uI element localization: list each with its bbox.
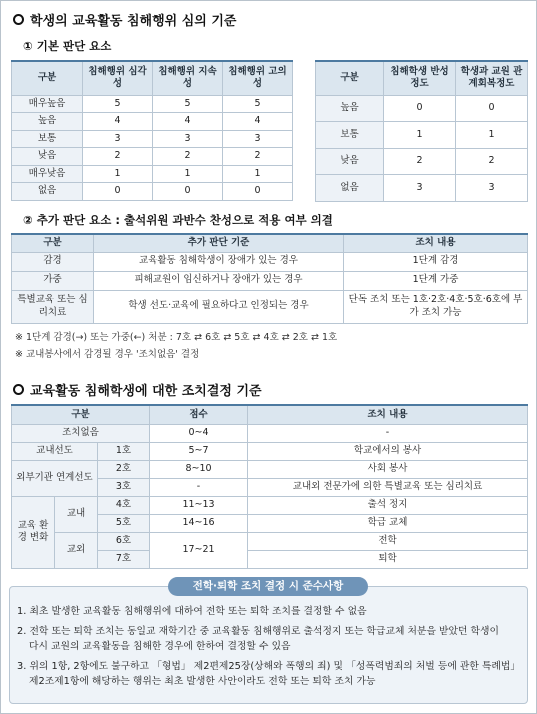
col-header: 추가 판단 기준 — [94, 234, 344, 252]
row-label: 감경 — [12, 252, 94, 271]
table-row — [316, 122, 528, 149]
table-row — [316, 95, 528, 122]
table-row — [12, 442, 528, 460]
cell: 피해교원이 임신하거나 장애가 있는 경우 — [94, 271, 344, 290]
cell: 0 — [83, 183, 153, 201]
cell: 1단계 가중 — [344, 271, 528, 290]
level-cell: 3호 — [98, 478, 150, 496]
table-row — [316, 175, 528, 202]
table-row — [12, 290, 528, 323]
action-cell: 퇴학 — [248, 550, 528, 568]
cell: 5 — [83, 95, 153, 113]
col-header: 조치 내용 — [344, 234, 528, 252]
cell: 2 — [83, 148, 153, 166]
cell: 4 — [153, 113, 223, 131]
cell: 0 — [153, 183, 223, 201]
col-header: 점수 — [150, 405, 248, 424]
row-label: 높음 — [12, 113, 83, 131]
cell: 1단계 감경 — [344, 252, 528, 271]
cell: 4 — [223, 113, 293, 131]
col-header: 조치 내용 — [248, 405, 528, 424]
action-cell: 출석 정지 — [248, 496, 528, 514]
row-label: 없음 — [316, 175, 384, 202]
level-cell: 4호 — [98, 496, 150, 514]
table-row — [316, 148, 528, 175]
row-label: 보통 — [12, 130, 83, 148]
col-header: 침해학생 반성 정도 — [384, 61, 456, 95]
requirement-item: 2. 전학 또는 퇴학 조치는 동일교 재학기간 중 교육활동 침해행위로 출석정지 또는 학급교체 처분을 받았던 학생이 — [17, 626, 499, 637]
score-cell: 0~4 — [150, 424, 248, 442]
row-label: 교육 환경 변화 — [12, 496, 55, 568]
score-cell: 17~21 — [150, 532, 248, 568]
score-cell: 5~7 — [150, 442, 248, 460]
col-header: 구분 — [12, 234, 94, 252]
row-label: 매우낮음 — [12, 165, 83, 183]
cell: 3 — [223, 130, 293, 148]
score-cell: 8~10 — [150, 460, 248, 478]
requirement-item-cont: 제2조제1항에 해당하는 행위는 최초 발생한 사안이라도 전학 또는 퇴학 조치 가능 — [29, 676, 376, 687]
cell: 5 — [223, 95, 293, 113]
table-row — [12, 424, 528, 442]
cell: 단독 조치 또는 1호·2호·4호·5호·6호에 부가 조치 가능 — [344, 290, 528, 323]
score-cell: 11~13 — [150, 496, 248, 514]
table-row — [12, 271, 528, 290]
row-label: 특별교육 또는 심리치료 — [12, 290, 94, 323]
level-cell: 2호 — [98, 460, 150, 478]
basic-factors-table — [11, 60, 293, 201]
col-header: 침해행위 심각성 — [83, 61, 153, 95]
additional-factors-subtitle: ② 추가 판단 요소 : 출석위원 과반수 찬성으로 적용 여부 의결 — [23, 213, 333, 227]
col-header: 침해행위 고의성 — [223, 61, 293, 95]
col-header: 구분 — [316, 61, 384, 95]
row-label: 보통 — [316, 122, 384, 149]
level-cell: 7호 — [98, 550, 150, 568]
row-label: 없음 — [12, 183, 83, 201]
cell: 2 — [456, 148, 528, 175]
score-cell: - — [150, 478, 248, 496]
row-label: 낮음 — [316, 148, 384, 175]
cell: 1 — [456, 122, 528, 149]
action-cell: 전학 — [248, 532, 528, 550]
cell: 1 — [223, 165, 293, 183]
requirements-title: 전학·퇴학 조치 결정 시 준수사항 — [168, 577, 368, 596]
action-cell: 학교에서의 봉사 — [248, 442, 528, 460]
table-row — [12, 130, 293, 148]
col-header: 학생과 교원 관계회복정도 — [456, 61, 528, 95]
cell: 3 — [153, 130, 223, 148]
requirement-item-cont: 다시 교원의 교육활동을 침해한 경우에 한하여 결정할 수 있음 — [29, 641, 291, 652]
level-cell: 5호 — [98, 514, 150, 532]
table-row — [12, 95, 293, 113]
cell: 1 — [83, 165, 153, 183]
cell: 2 — [384, 148, 456, 175]
cell: 3 — [456, 175, 528, 202]
action-cell: 교내외 전문가에 의한 특별교육 또는 심리치료 — [248, 478, 528, 496]
cell: 1 — [153, 165, 223, 183]
section2-title: 교육활동 침해학생에 대한 조치결정 기준 — [13, 380, 262, 399]
row-label: 교내선도 — [12, 442, 98, 460]
section1-title: 학생의 교육활동 침해행위 심의 기준 — [13, 10, 236, 29]
col-header: 침해행위 지속성 — [153, 61, 223, 95]
circle-bullet-icon — [13, 14, 24, 25]
table-row — [12, 460, 528, 478]
score-cell: 14~16 — [150, 514, 248, 532]
row-label: 높음 — [316, 95, 384, 122]
note-line: ※ 교내봉사에서 감경될 경우 '조치없음' 결정 — [15, 349, 200, 360]
row-label: 가중 — [12, 271, 94, 290]
table-row — [12, 113, 293, 131]
cell: 5 — [153, 95, 223, 113]
table-row — [12, 532, 528, 550]
cell: 1 — [384, 122, 456, 149]
cell: 3 — [384, 175, 456, 202]
row-label: 낮음 — [12, 148, 83, 166]
action-cell: 학급 교체 — [248, 514, 528, 532]
cell: 교육활동 침해학생이 장애가 있는 경우 — [94, 252, 344, 271]
cell: 0 — [456, 95, 528, 122]
cell: 학생 선도·교육에 필요하다고 인정되는 경우 — [94, 290, 344, 323]
recovery-factors-table — [315, 60, 528, 202]
table-row — [12, 148, 293, 166]
cell: 2 — [153, 148, 223, 166]
table-row — [12, 183, 293, 201]
requirement-item: 3. 위의 1항, 2항에도 불구하고 「형법」 제2편제25장(상해와 폭행의 죄) 및 「성폭력범죄의 처벌 등에 관한 특례법」 — [17, 661, 521, 672]
level-cell: 6호 — [98, 532, 150, 550]
level-cell: 1호 — [98, 442, 150, 460]
col-header: 구분 — [12, 405, 150, 424]
col-header: 구분 — [12, 61, 83, 95]
cell: 2 — [223, 148, 293, 166]
table-row — [12, 165, 293, 183]
circle-bullet-icon — [13, 384, 24, 395]
action-cell: - — [248, 424, 528, 442]
measures-table — [11, 404, 528, 569]
cell: 0 — [384, 95, 456, 122]
table-row — [12, 252, 528, 271]
cell: 0 — [223, 183, 293, 201]
row-label: 매우높음 — [12, 95, 83, 113]
additional-factors-table — [11, 233, 528, 324]
cell: 4 — [83, 113, 153, 131]
row-label: 조치없음 — [12, 424, 150, 442]
requirement-item: 1. 최초 발생한 교육활동 침해행위에 대하여 전학 또는 퇴학 조치를 결정할 수 없음 — [17, 606, 367, 617]
row-label: 교내 — [55, 496, 98, 532]
basic-factors-subtitle: ① 기본 판단 요소 — [23, 39, 112, 53]
table-row — [12, 496, 528, 514]
action-cell: 사회 봉사 — [248, 460, 528, 478]
row-label: 교외 — [55, 532, 98, 568]
note-line: ※ 1단계 감경(→) 또는 가중(←) 처분 : 7호 ⇄ 6호 ⇄ 5호 ⇄ 4호 ⇄ 2호 ⇄ 1호 — [15, 332, 338, 343]
cell: 3 — [83, 130, 153, 148]
row-label: 외부기관 연계선도 — [12, 460, 98, 496]
